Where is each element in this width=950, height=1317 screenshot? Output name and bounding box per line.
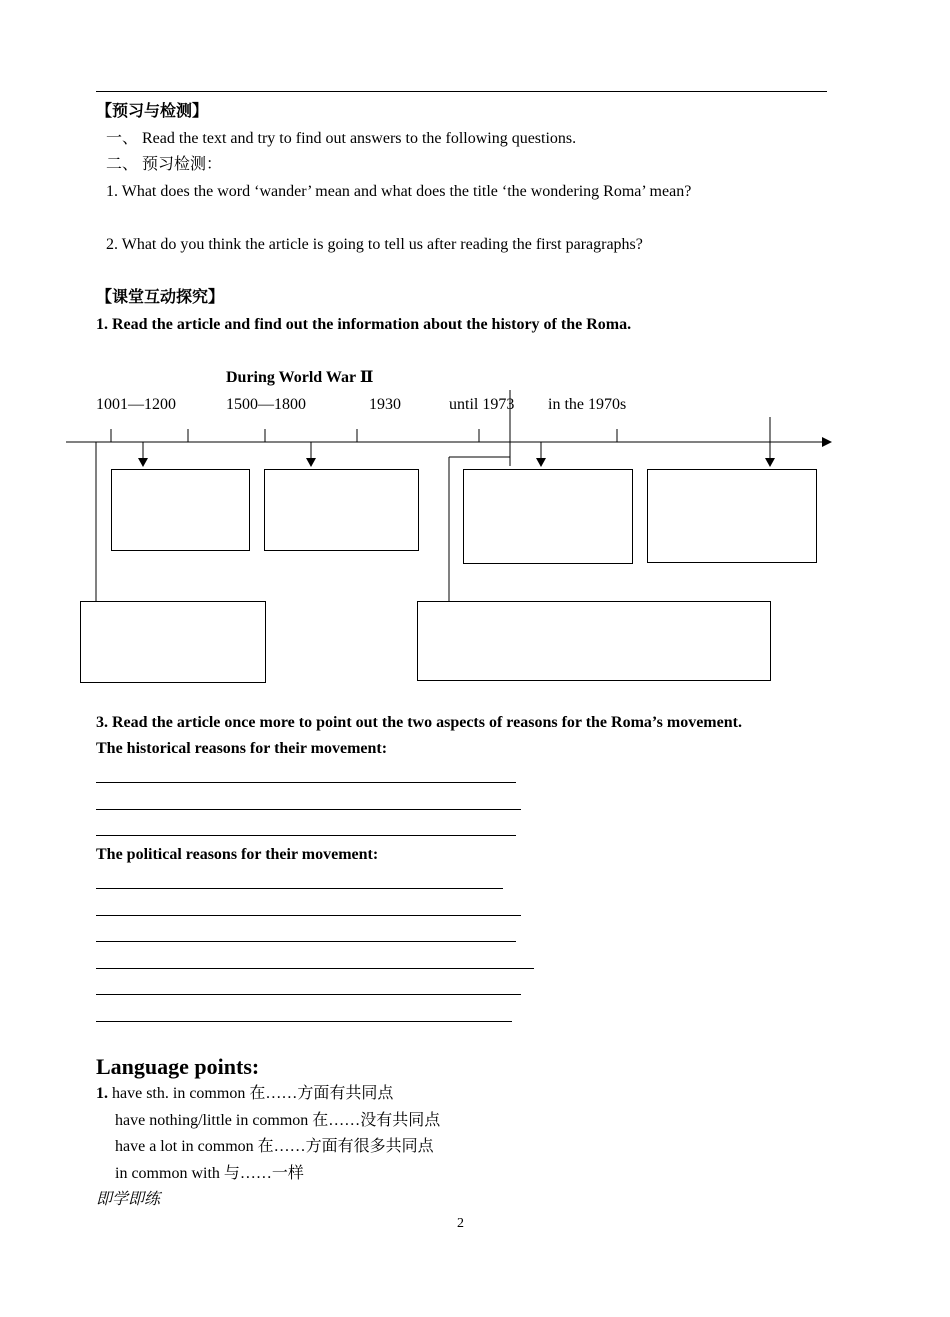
page-number: 2: [457, 1216, 464, 1231]
political-reasons-label: The political reasons for their movement:: [96, 846, 379, 863]
timeline-period-4: until 1973: [449, 396, 515, 413]
preview-heading: 【预习与检测】: [96, 103, 209, 120]
language-point-line-1: have sth. in common 在……方面有共同点: [108, 1085, 394, 1102]
answer-line[interactable]: [96, 1021, 512, 1022]
language-points-heading: Language points:: [96, 1054, 260, 1079]
answer-line[interactable]: [96, 915, 521, 916]
timeline-period-5: in the 1970s: [548, 396, 627, 413]
task-3-instruction: 3. Read the article once more to point out the two aspects of reasons for the Roma’s movement.: [96, 714, 742, 731]
language-point-line-3: have a lot in common 在……方面有很多共同点: [115, 1138, 434, 1155]
task-1-instruction: 1. Read the article and find out the information about the history of the Roma.: [96, 316, 632, 333]
answer-line[interactable]: [96, 888, 503, 889]
answer-line[interactable]: [96, 994, 521, 995]
answer-box-1930[interactable]: [80, 601, 266, 683]
language-point-line-4: in common with 与……一样: [115, 1165, 304, 1182]
language-point-line-2: have nothing/little in common 在……没有共同点: [115, 1112, 441, 1129]
answer-box-1970s[interactable]: [647, 469, 817, 563]
answer-box-world-war-2[interactable]: [417, 601, 771, 681]
timeline-period-1: 1001—1200: [96, 396, 176, 413]
timeline-label-ww2: During World War Ⅱ: [226, 369, 374, 386]
practice-label: 即学即练: [96, 1191, 161, 1208]
timeline-period-2: 1500—1800: [226, 396, 306, 413]
classroom-heading: 【课堂互动探究】: [96, 289, 225, 306]
answer-line[interactable]: [96, 809, 521, 810]
preview-item-2: 二、 预习检测：: [106, 156, 223, 173]
answer-line[interactable]: [96, 968, 534, 969]
answer-box-1500-1800[interactable]: [264, 469, 419, 551]
language-point-1: [96, 1084, 393, 1104]
preview-item-1: 一、 Read the text and try to find out answers to the following questions.: [106, 130, 577, 147]
answer-line[interactable]: [96, 835, 516, 836]
preview-question-1: 1. What does the word ‘wander’ mean and what does the title ‘the wondering Roma’ mean?: [106, 183, 692, 200]
historical-reasons-label: The historical reasons for their movement:: [96, 740, 388, 757]
answer-box-1001-1200[interactable]: [111, 469, 250, 551]
timeline-period-3: 1930: [369, 396, 401, 413]
answer-line[interactable]: [96, 941, 516, 942]
preview-question-2: 2. What do you think the article is going to tell us after reading the first paragraphs?: [106, 236, 643, 253]
answer-line[interactable]: [96, 782, 516, 783]
language-point-number: 1.: [96, 1085, 108, 1102]
answer-box-until-1973[interactable]: [463, 469, 633, 564]
